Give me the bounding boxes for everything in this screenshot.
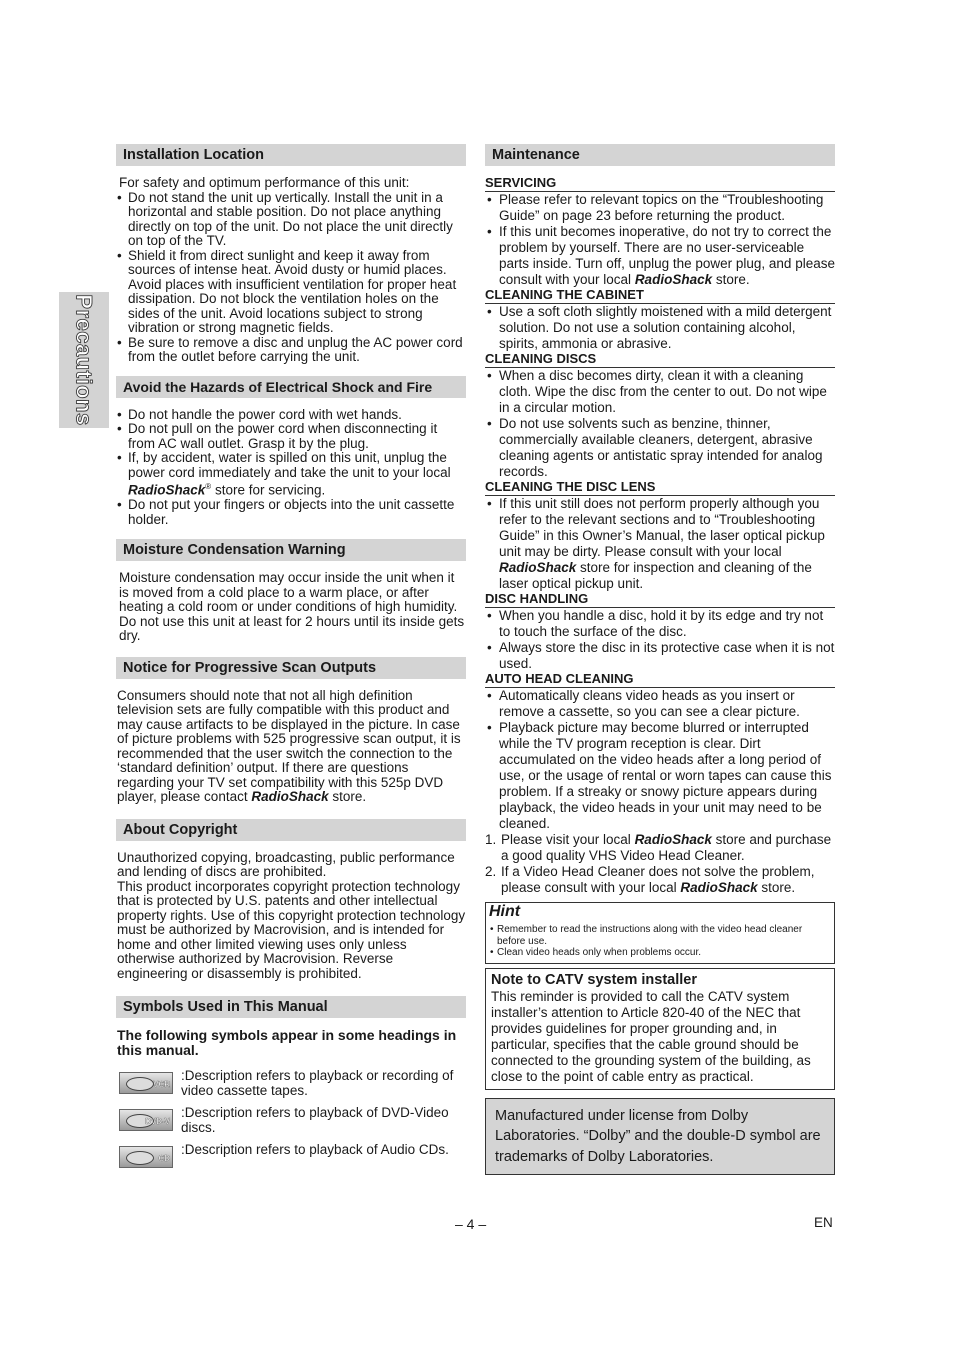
dvd-video-icon	[119, 1109, 173, 1131]
list-item	[485, 224, 835, 288]
symbol-description: :Description refers to playback of DVD-Video discs.	[181, 1105, 449, 1135]
hazards-heading: Avoid the Hazards of Electrical Shock and Fire	[116, 376, 466, 398]
discs-title: CLEANING DISCS	[485, 352, 835, 368]
installation-intro: For safety and optimum performance of this unit:	[119, 175, 410, 190]
text: If a Video Head Cleaner does not solve the problem, please consult with your local	[501, 864, 815, 895]
vcr-icon	[119, 1072, 173, 1094]
list-item: • Do not handle the power cord with wet hands.	[116, 408, 466, 423]
text: store for inspection and cleaning of the laser optical pickup unit.	[499, 560, 812, 591]
cd-icon	[119, 1146, 173, 1168]
lens-list	[485, 496, 835, 592]
autohead-list	[485, 688, 835, 832]
list-item: • When a disc becomes dirty, clean it with a cleaning cloth. Wipe the disc from the center to out. Do not wipe in a circular motion.	[485, 368, 835, 416]
list-item: • Always store the disc in its protective case when it is not used.	[485, 640, 835, 672]
discs-list	[485, 368, 835, 480]
autohead-steps	[485, 832, 835, 896]
text: If, by accident, water is spilled on this unit, unplug the power cord immediately and take the unit to your local	[128, 450, 451, 480]
progressive-heading: Notice for Progressive Scan Outputs	[116, 657, 466, 679]
icon-label: CD	[158, 1153, 170, 1163]
list-item: • Please refer to relevant topics on the “Troubleshooting Guide” on page 23 before returning the product.	[485, 192, 835, 224]
text: If this unit becomes inoperative, do not try to correct the problem by yourself. There are no user-serviceable parts inside. Turn off, unplug the power plug, and please consult with your local	[499, 224, 835, 287]
list-item	[485, 832, 835, 864]
moisture-text: Moisture condensation may occur inside the unit when it is moved from a cold place to a warm place, or after heating a cold room or under conditions of high humidity. Do not use this unit at least for 2 hours until its inside gets dry.	[119, 570, 465, 643]
discs-block	[485, 352, 835, 480]
handling-list	[485, 608, 835, 672]
symbol-description: :Description refers to playback or recording of video cassette tapes.	[181, 1068, 454, 1098]
symbol-row-vcr	[116, 1069, 466, 1098]
hint-title: Hint	[489, 903, 521, 920]
symbol-row-dvd	[116, 1106, 466, 1135]
servicing-list	[485, 192, 835, 288]
list-item: • Use a soft cloth slightly moistened with a mild detergent solution. Do not use a solution containing alcohol, spirits, ammonia or abrasive.	[485, 304, 835, 352]
handling-block	[485, 592, 835, 672]
hazards-list	[116, 408, 466, 528]
list-item: • Do not use solvents such as benzine, thinner, commercially available cleaners, detergent, abrasive cleaning agents or antistatic spray intended for analog records.	[485, 416, 835, 480]
dolby-notice: Manufactured under license from Dolby Laboratories. “Dolby” and the double-D symbol are trademarks of Dolby Laboratories.	[485, 1098, 835, 1176]
symbols-section	[116, 996, 466, 1168]
brand-name: RadioShack	[680, 880, 758, 895]
symbol-description: :Description refers to playback of Audio CDs.	[181, 1142, 449, 1157]
list-item	[485, 496, 835, 592]
brand-name: RadioShack	[251, 789, 329, 804]
cabinet-list	[485, 304, 835, 352]
list-item: • Clean video heads only when problems occur.	[490, 947, 830, 959]
installation-list	[116, 191, 466, 365]
moisture-section	[116, 539, 466, 644]
moisture-heading: Moisture Condensation Warning	[116, 539, 466, 561]
list-item	[485, 864, 835, 896]
symbol-row-cd	[116, 1143, 466, 1168]
text: store.	[328, 789, 367, 804]
lens-block	[485, 480, 835, 592]
left-column	[116, 144, 466, 1176]
page-number: – 4 –	[455, 1216, 487, 1232]
installation-section	[116, 144, 466, 365]
right-column	[485, 144, 835, 1175]
autohead-title: AUTO HEAD CLEANING	[485, 672, 835, 688]
text: If this unit still does not perform properly although you refer to the relevant sections and to “Troubleshooting Guide” in this Owner’s Manual, the laser optical pickup unit may be dirty. Please consult with your local	[499, 496, 825, 559]
text: Consumers should note that not all high definition television sets are fully compatible with this product and may cause artifacts to be displayed in the picture. In case of picture problems with 525 progressive scan output, it is recommended that the user switch the connection to the ‘standard definition’ output. If there are questions regarding your TV set compatibility with this 525p DVD player, please contact	[117, 687, 461, 804]
list-item: • Automatically cleans video heads as you insert or remove a cassette, so you can see a clear picture.	[485, 688, 835, 720]
hint-box	[485, 902, 835, 964]
list-item: • Do not pull on the power cord when disconnecting it from AC wall outlet. Grasp it by the plug.	[116, 422, 466, 451]
cabinet-block	[485, 288, 835, 352]
hazards-section	[116, 376, 466, 528]
symbols-heading: Symbols Used in This Manual	[116, 996, 466, 1018]
symbols-intro: The following symbols appear in some headings in this manual.	[117, 1027, 457, 1058]
list-item: • Do not stand the unit up vertically. Install the unit in a horizontal and stable position. Do not place anything directly on top of the unit. Do not place the unit directly on top of the TV.	[116, 191, 466, 249]
catv-text: This reminder is provided to call the CATV system installer’s attention to Article 820-40 of the NEC that provides guidelines for proper grounding and, in particular, specifies that the cable ground should be connected to the grounding system of the building, as close to the point of cable entry as practical.	[491, 988, 811, 1084]
hint-list	[486, 924, 834, 963]
progressive-text	[116, 689, 466, 805]
progressive-section	[116, 657, 466, 805]
list-item: • When you handle a disc, hold it by its edge and try not to touch the surface of the disc.	[485, 608, 835, 640]
language-code: EN	[814, 1215, 833, 1230]
text: store.	[712, 272, 750, 287]
list-item: • Be sure to remove a disc and unplug the AC power cord from the outlet before carrying the unit.	[116, 336, 466, 365]
copyright-section	[116, 819, 466, 982]
maintenance-heading: Maintenance	[485, 144, 835, 166]
copyright-text-1: Unauthorized copying, broadcasting, public performance and lending of discs are prohibited.	[117, 849, 455, 879]
list-item: • Shield it from direct sunlight and keep it away from sources of intense heat. Avoid dusty or humid places. Avoid places with insufficient ventilation for proper heat dissipation. Do not block the ventilation holes on the sides of the unit. Avoid locations subject to strong vibration or strong magnetic fields.	[116, 249, 466, 336]
autohead-block	[485, 672, 835, 896]
list-item: • Do not put your fingers or objects into the unit cassette holder.	[116, 498, 466, 527]
text: Please visit your local	[501, 832, 635, 847]
servicing-title: SERVICING	[485, 176, 835, 192]
lens-title: CLEANING THE DISC LENS	[485, 480, 835, 496]
text: store for servicing.	[211, 482, 326, 498]
installation-heading: Installation Location	[116, 144, 466, 166]
text: store and purchase a good quality VHS Video Head Cleaner.	[501, 832, 832, 863]
copyright-heading: About Copyright	[116, 819, 466, 841]
step-number: 1.	[485, 832, 497, 847]
brand-name: RadioShack	[128, 482, 206, 498]
registered-mark: ®	[205, 482, 212, 491]
icon-label: DVD-V	[145, 1116, 170, 1126]
catv-note-box	[485, 968, 835, 1090]
catv-title: Note to CATV system installer	[491, 971, 698, 988]
side-tab-label: Precautions	[72, 294, 97, 426]
section-side-tab	[59, 292, 109, 428]
list-item: • Remember to read the instructions along with the video head cleaner before use.	[490, 924, 830, 947]
copyright-text-2: This product incorporates copyright protection technology that is protected by U.S. patents and other intellectual property rights. Use of this copyright protection technology must be authorized by Macrovision, and is intended for home and other limited viewing uses only unless otherwise authorized by Macrovision. Reverse engineering or disassembly is prohibited.	[117, 878, 466, 981]
list-item: • Playback picture may become blurred or interrupted while the TV program reception is clear. Dirt accumulated on the video heads after a long period of use, or the usage of rental or worn tapes can cause this problem. If a streaky or snowy picture appears during playback, the video heads in your unit may need to be cleaned.	[485, 720, 835, 832]
icon-label: VCR	[153, 1079, 170, 1089]
cabinet-title: CLEANING THE CABINET	[485, 288, 835, 304]
servicing-block	[485, 176, 835, 288]
brand-name: RadioShack	[634, 272, 713, 287]
step-number: 2.	[485, 864, 497, 879]
handling-title: DISC HANDLING	[485, 592, 835, 608]
list-item	[116, 451, 466, 498]
text: store.	[757, 880, 796, 895]
brand-name: RadioShack	[499, 560, 577, 575]
brand-name: RadioShack	[634, 832, 712, 847]
